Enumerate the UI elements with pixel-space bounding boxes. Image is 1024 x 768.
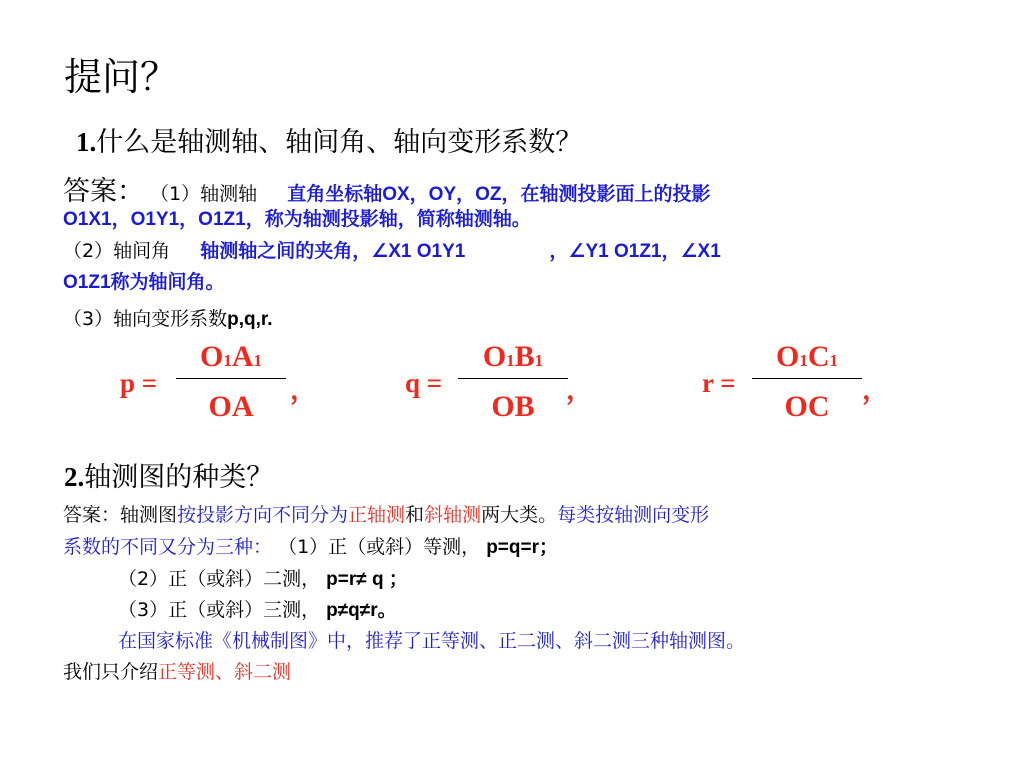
formula-p-fraction-bar xyxy=(176,378,286,379)
formula-r-numerator xyxy=(752,340,862,374)
answer-2-label: 答案：轴测图 xyxy=(63,504,178,526)
answer-1-item-3-prefix: （3）轴向变形系数 xyxy=(63,308,228,330)
formula-p-numerator xyxy=(176,340,286,374)
formula-p-num-sub2: 1 xyxy=(253,351,262,370)
answer-2-intro-text: 我们只介绍 xyxy=(63,661,159,683)
question-2-number: 2. xyxy=(64,462,85,492)
answer-1-line-1 xyxy=(63,169,711,208)
answer-2-item-1-formula: p=q=r； xyxy=(486,537,559,558)
formula-q-fraction-bar xyxy=(458,378,568,379)
formula-p-comma: ， xyxy=(290,375,317,406)
formula-r-num-o: O xyxy=(775,340,800,373)
answer-1-item-2-prefix: （2）轴间角 xyxy=(63,240,171,262)
formula-q-num-sub2: 1 xyxy=(534,351,544,370)
formula-r-num-sub1: 1 xyxy=(799,351,808,370)
answer-1-line-3 xyxy=(63,236,721,263)
formula-q-lhs: q = xyxy=(405,368,443,398)
slide-title: 提问？ xyxy=(64,55,179,99)
answer-2-item-2-formula: p=r≠ q ； xyxy=(326,569,408,590)
answer-2-item-1: （1）正（或斜）等测， xyxy=(278,536,481,558)
question-1-number: 1. xyxy=(76,127,97,157)
formula-q-num-o: O xyxy=(482,340,507,373)
answer-2-term-oblique: 斜轴测 xyxy=(424,504,482,526)
answer-2-item-2: （2）正（或斜）二测， xyxy=(118,568,321,590)
formula-q-denominator: OB xyxy=(491,390,535,423)
formula-p-fraction xyxy=(176,340,286,430)
question-1 xyxy=(76,120,582,159)
formula-r-comma: ， xyxy=(862,375,889,406)
question-2 xyxy=(64,455,273,494)
answer-1-line-2: O1X1，O1Y1，O1Z1，称为轴测投影轴，简称轴测轴。 xyxy=(63,209,531,230)
formula-r-lhs: r = xyxy=(702,368,736,398)
question-2-text: 轴测图的种类？ xyxy=(84,462,274,492)
answer-2-text-two-classes: 两大类。 xyxy=(481,504,558,526)
formula-q-comma: ， xyxy=(566,375,593,406)
formula-p-num-o: O xyxy=(199,340,224,373)
answer-1-item-2-definition-b: ，∠Y1 O1Z1，∠X1 xyxy=(549,241,721,262)
answer-2-text-blue-3: 系数的不同又分为三种： xyxy=(63,536,273,558)
answer-2-item-3: （3）正（或斜）三测， xyxy=(118,599,321,621)
formula-q-fraction xyxy=(458,340,568,430)
formula-r-denominator: OC xyxy=(784,390,830,423)
formula-r-fraction-bar xyxy=(752,378,862,379)
answer-2-line-1 xyxy=(63,500,709,527)
answer-2-line-3 xyxy=(118,564,408,591)
answer-2-text-blue-1: 按投影方向不同分为 xyxy=(177,504,349,526)
answer-2-term-orthogonal: 正轴测 xyxy=(348,504,406,526)
formula-r-num-sub2: 1 xyxy=(829,351,838,370)
answer-1-line-4: O1Z1称为轴间角。 xyxy=(63,272,225,293)
formula-q-num-point: B xyxy=(514,340,535,373)
answer-2-text-blue-2: 每类按轴测向变形 xyxy=(557,504,710,526)
answer-1-item-1-prefix: （1）轴测轴 xyxy=(150,183,258,205)
formula-q-numerator xyxy=(458,340,568,374)
answer-1-line-5 xyxy=(63,304,273,331)
formula-r-fraction xyxy=(752,340,862,430)
formula-p-denominator: OA xyxy=(208,390,254,423)
formula-p-num-sub1: 1 xyxy=(223,351,232,370)
answer-1-label: 答案： xyxy=(63,176,144,207)
formula-q-num-sub1: 1 xyxy=(506,351,515,370)
answer-2-item-3-formula: p≠q≠r。 xyxy=(326,600,397,621)
answer-2-line-4 xyxy=(118,595,397,622)
question-1-text: 什么是轴测轴、轴间角、轴向变形系数？ xyxy=(96,127,583,157)
formula-p-lhs: p = xyxy=(120,368,158,398)
formula-p-num-point: A xyxy=(231,340,254,373)
answer-2-line-2 xyxy=(63,532,558,559)
answer-2-recommended-types: 正等测、斜二测 xyxy=(158,661,292,683)
answer-1-item-2-definition-a: 轴测轴之间的夹角，∠X1 O1Y1 xyxy=(200,241,466,262)
answer-1-item-1-definition: 直角坐标轴OX，OY，OZ，在轴测投影面上的投影 xyxy=(287,184,711,205)
answer-2-line-5: 在国家标准《机械制图》中，推荐了正等测、正二测、斜二测三种轴测图。 xyxy=(118,630,746,652)
answer-2-line-6 xyxy=(63,657,291,684)
formula-r-num-point: C xyxy=(807,340,830,373)
answer-2-text-and: 和 xyxy=(405,504,425,526)
answer-1-item-3-symbols: p,q,r. xyxy=(227,309,273,330)
